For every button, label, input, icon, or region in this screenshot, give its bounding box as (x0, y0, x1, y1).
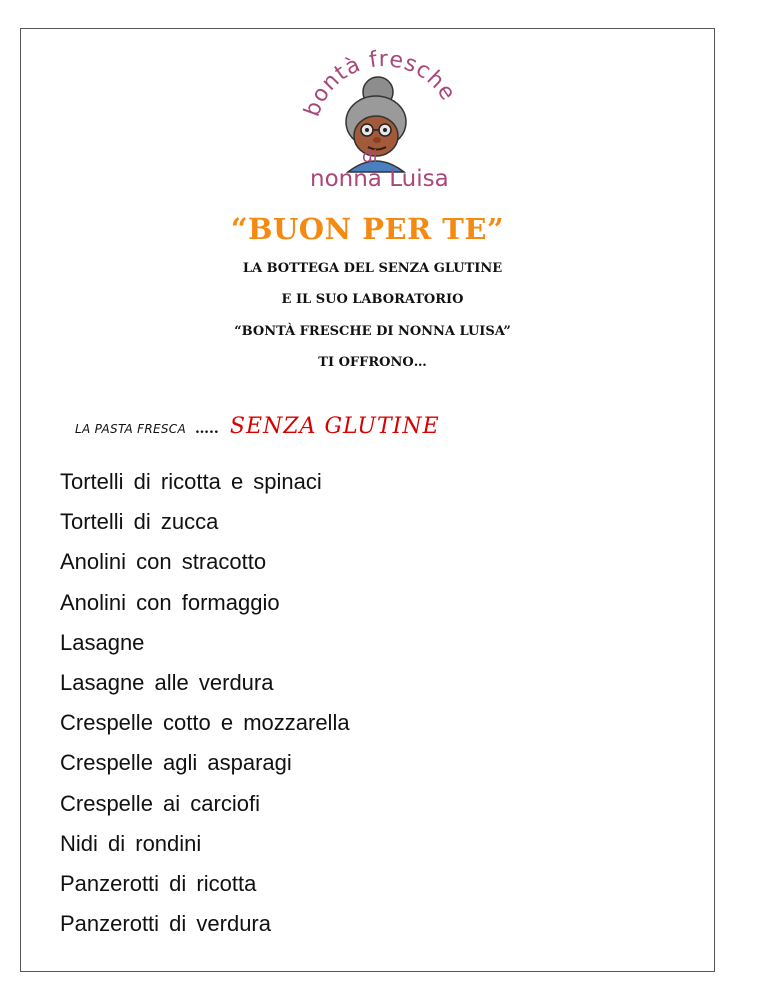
subline-brand: “BONTÀ FRESCHE DI NONNA LUISA” (234, 324, 511, 339)
section-highlight: SENZA GLUTINE (229, 414, 440, 439)
headline: “BUON PER TE” (230, 212, 505, 246)
list-item: Tortelli di zucca (60, 509, 219, 535)
list-item: Anolini con formaggio (60, 589, 280, 615)
brand-arc-text: bontà fresche (299, 47, 461, 120)
subline-laboratorio: E IL SUO LABORATORIO (281, 292, 464, 307)
subline-offrono: TI OFFRONO… (318, 355, 427, 370)
logo-nonna-luisa (290, 40, 470, 190)
section-heading (75, 414, 440, 439)
list-item: Tortelli di ricotta e spinaci (60, 469, 322, 494)
grandma-portrait-icon (290, 40, 470, 190)
brand-name-text: nonna Luisa (310, 166, 449, 190)
brand-di-text: di (362, 147, 378, 167)
list-item: Lasagne alle verdura (60, 669, 274, 695)
list-item: Nidi di rondini (60, 830, 202, 856)
section-dots: ….. (195, 421, 219, 437)
list-item: Lasagne (60, 629, 145, 655)
list-item: Crespelle agli asparagi (60, 750, 292, 776)
section-label: LA PASTA FRESCA (75, 422, 186, 436)
pasta-menu-list (60, 462, 350, 944)
list-item: Anolini con stracotto (60, 549, 267, 575)
list-item: Panzerotti di ricotta (60, 870, 257, 896)
list-item: Crespelle ai carciofi (60, 790, 260, 816)
list-item: Panzerotti di verdura (60, 911, 271, 937)
list-item: Crespelle cotto e mozzarella (60, 710, 350, 736)
subline-bottega: LA BOTTEGA DEL SENZA GLUTINE (242, 261, 503, 276)
